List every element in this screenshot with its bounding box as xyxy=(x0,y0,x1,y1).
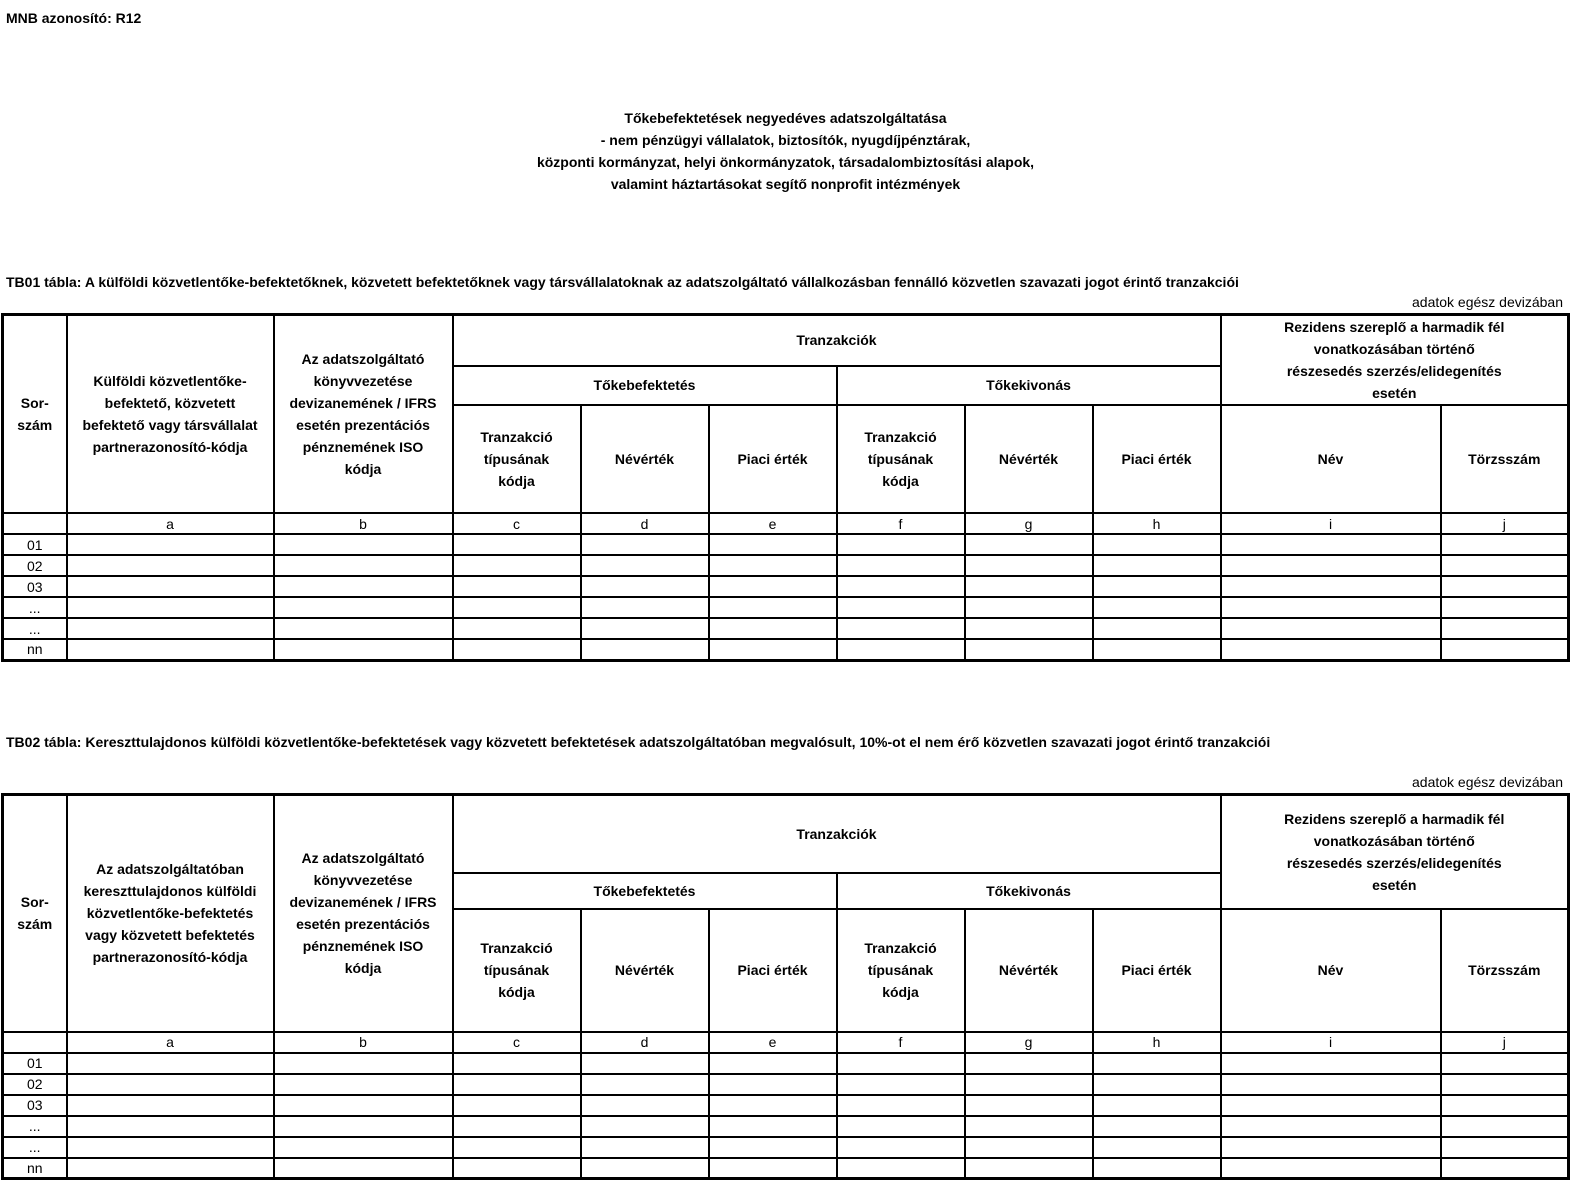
data-cell-j[interactable] xyxy=(1441,555,1569,576)
table-row xyxy=(3,576,1569,597)
header-tranzakcio-tipus: Tranzakció típusának kódja xyxy=(453,909,581,1032)
column-letter-c: c xyxy=(453,1032,581,1053)
data-cell-e[interactable] xyxy=(709,618,837,639)
column-letter-i: i xyxy=(1221,1032,1441,1053)
data-cell-h[interactable] xyxy=(1093,1074,1221,1095)
column-letter-a: a xyxy=(67,513,274,534)
data-cell-d[interactable] xyxy=(581,639,709,660)
data-cell-f[interactable] xyxy=(837,1116,965,1137)
row-number: nn xyxy=(3,1158,67,1179)
mnb-identifier: MNB azonosító: R12 xyxy=(6,10,142,26)
column-letter-cell xyxy=(3,513,67,534)
data-cell-i[interactable] xyxy=(1221,555,1441,576)
column-letter-a: a xyxy=(67,1032,274,1053)
data-cell-b[interactable] xyxy=(274,1137,453,1158)
data-cell-c[interactable] xyxy=(453,555,581,576)
tb02-title: TB02 tábla: Kereszttulajdonos külföldi közvetlentőke-befektetések vagy közvetett befektetések adatszolgáltatóban megvalósult, 10%-ot el nem érő közvetlen szavazati jogot érintő tranzakciói xyxy=(6,734,1271,750)
data-cell-e[interactable] xyxy=(709,576,837,597)
title-line-3: központi kormányzat, helyi önkormányzatok, társadalombiztosítási alapok, xyxy=(536,154,1035,170)
header-torzsszam: Törzsszám xyxy=(1441,909,1569,1032)
data-cell-c[interactable] xyxy=(453,618,581,639)
column-letter-cell xyxy=(3,1032,67,1053)
column-letter-b: b xyxy=(274,1032,453,1053)
data-cell-i[interactable] xyxy=(1221,618,1441,639)
data-cell-g[interactable] xyxy=(965,1116,1093,1137)
column-letter-i: i xyxy=(1221,513,1441,534)
data-cell-c[interactable] xyxy=(453,639,581,660)
table-row xyxy=(3,618,1569,639)
header-tokebefektetes: Tőkebefektetés xyxy=(453,873,837,909)
table-row xyxy=(3,1158,1569,1179)
header-piaci-ertek: Piaci érték xyxy=(1093,909,1221,1032)
column-letter-g: g xyxy=(965,1032,1093,1053)
data-cell-h[interactable] xyxy=(1093,555,1221,576)
data-cell-b[interactable] xyxy=(274,597,453,618)
data-cell-f[interactable] xyxy=(837,639,965,660)
data-cell-d[interactable] xyxy=(581,597,709,618)
column-letter-e: e xyxy=(709,1032,837,1053)
data-cell-b[interactable] xyxy=(274,555,453,576)
data-cell-g[interactable] xyxy=(965,597,1093,618)
data-cell-i[interactable] xyxy=(1221,1074,1441,1095)
table-row xyxy=(3,639,1569,660)
data-cell-a[interactable] xyxy=(67,639,274,660)
header-tokekivonas: Tőkekivonás xyxy=(837,873,1221,909)
row-number: ... xyxy=(3,1137,67,1158)
title-line-2: - nem pénzügyi vállalatok, biztosítók, nyugdíjpénztárak, xyxy=(600,132,971,148)
data-cell-a[interactable] xyxy=(67,1053,274,1074)
data-cell-f[interactable] xyxy=(837,576,965,597)
data-cell-j[interactable] xyxy=(1441,576,1569,597)
data-cell-h[interactable] xyxy=(1093,597,1221,618)
title-line-4: valamint háztartásokat segítő nonprofit intézmények xyxy=(610,176,961,192)
row-number: nn xyxy=(3,639,67,660)
table-row xyxy=(3,1095,1569,1116)
data-cell-e[interactable] xyxy=(709,1158,837,1179)
row-number: ... xyxy=(3,597,67,618)
table-row xyxy=(3,1074,1569,1095)
header-sorszam: Sor-szám xyxy=(3,795,67,1032)
data-cell-a[interactable] xyxy=(67,555,274,576)
data-cell-h[interactable] xyxy=(1093,639,1221,660)
data-cell-b[interactable] xyxy=(274,1095,453,1116)
data-cell-i[interactable] xyxy=(1221,1116,1441,1137)
data-cell-j[interactable] xyxy=(1441,1137,1569,1158)
data-cell-d[interactable] xyxy=(581,1137,709,1158)
header-piaci-ertek: Piaci érték xyxy=(709,909,837,1032)
data-cell-h[interactable] xyxy=(1093,1158,1221,1179)
tb02-table xyxy=(1,793,1570,1180)
data-cell-e[interactable] xyxy=(709,639,837,660)
row-number: ... xyxy=(3,618,67,639)
data-cell-h[interactable] xyxy=(1093,618,1221,639)
data-cell-d[interactable] xyxy=(581,576,709,597)
data-cell-g[interactable] xyxy=(965,618,1093,639)
data-cell-c[interactable] xyxy=(453,597,581,618)
data-cell-f[interactable] xyxy=(837,597,965,618)
data-cell-c[interactable] xyxy=(453,534,581,555)
data-cell-g[interactable] xyxy=(965,639,1093,660)
data-cell-d[interactable] xyxy=(581,1158,709,1179)
header-sorszam: Sor-szám xyxy=(3,315,67,514)
row-number: 01 xyxy=(3,534,67,555)
table-row xyxy=(3,1053,1569,1074)
header-tokebefektetes: Tőkebefektetés xyxy=(453,366,837,405)
header-iso-code: Az adatszolgáltató könyvvezetése devizanemének / IFRS esetén prezentációs pénznemének ISO kódja xyxy=(274,315,453,514)
data-cell-i[interactable] xyxy=(1221,597,1441,618)
header-rezidens: Rezidens szereplő a harmadik fél vonatkozásában történő részesedés szerzés/elidegenítés esetén xyxy=(1221,315,1569,406)
table-row xyxy=(3,1116,1569,1137)
data-cell-b[interactable] xyxy=(274,1053,453,1074)
data-cell-b[interactable] xyxy=(274,576,453,597)
data-cell-f[interactable] xyxy=(837,1095,965,1116)
data-cell-d[interactable] xyxy=(581,1095,709,1116)
data-cell-e[interactable] xyxy=(709,555,837,576)
data-cell-i[interactable] xyxy=(1221,1137,1441,1158)
data-cell-h[interactable] xyxy=(1093,1053,1221,1074)
data-cell-a[interactable] xyxy=(67,1158,274,1179)
header-piaci-ertek: Piaci érték xyxy=(709,405,837,513)
data-cell-h[interactable] xyxy=(1093,1137,1221,1158)
data-cell-j[interactable] xyxy=(1441,1158,1569,1179)
data-cell-j[interactable] xyxy=(1441,618,1569,639)
header-nev: Név xyxy=(1221,909,1441,1032)
data-cell-f[interactable] xyxy=(837,618,965,639)
data-cell-a[interactable] xyxy=(67,1116,274,1137)
data-cell-b[interactable] xyxy=(274,1158,453,1179)
data-cell-f[interactable] xyxy=(837,555,965,576)
data-cell-i[interactable] xyxy=(1221,1053,1441,1074)
column-letter-j: j xyxy=(1441,513,1569,534)
data-cell-j[interactable] xyxy=(1441,1074,1569,1095)
tb02-unit: adatok egész devizában xyxy=(1412,774,1563,790)
data-cell-g[interactable] xyxy=(965,576,1093,597)
header-nevertek: Névérték xyxy=(581,909,709,1032)
data-cell-j[interactable] xyxy=(1441,1116,1569,1137)
row-number: 03 xyxy=(3,1095,67,1116)
data-cell-g[interactable] xyxy=(965,1074,1093,1095)
data-cell-b[interactable] xyxy=(274,639,453,660)
data-cell-j[interactable] xyxy=(1441,639,1569,660)
data-cell-h[interactable] xyxy=(1093,534,1221,555)
column-letter-g: g xyxy=(965,513,1093,534)
data-cell-f[interactable] xyxy=(837,1053,965,1074)
row-number: 01 xyxy=(3,1053,67,1074)
data-cell-h[interactable] xyxy=(1093,1116,1221,1137)
data-cell-d[interactable] xyxy=(581,534,709,555)
data-cell-g[interactable] xyxy=(965,1095,1093,1116)
data-cell-e[interactable] xyxy=(709,1116,837,1137)
data-cell-c[interactable] xyxy=(453,1116,581,1137)
data-cell-j[interactable] xyxy=(1441,597,1569,618)
column-letter-h: h xyxy=(1093,513,1221,534)
data-cell-h[interactable] xyxy=(1093,576,1221,597)
data-cell-c[interactable] xyxy=(453,1053,581,1074)
data-cell-a[interactable] xyxy=(67,576,274,597)
header-rezidens: Rezidens szereplő a harmadik fél vonatkozásában történő részesedés szerzés/elidegenítés esetén xyxy=(1221,795,1569,909)
data-cell-i[interactable] xyxy=(1221,639,1441,660)
header-tranzakcio-tipus: Tranzakció típusának kódja xyxy=(837,909,965,1032)
row-number: 02 xyxy=(3,1074,67,1095)
data-cell-g[interactable] xyxy=(965,1053,1093,1074)
data-cell-d[interactable] xyxy=(581,555,709,576)
data-cell-j[interactable] xyxy=(1441,1095,1569,1116)
data-cell-i[interactable] xyxy=(1221,1095,1441,1116)
data-cell-h[interactable] xyxy=(1093,1095,1221,1116)
data-cell-a[interactable] xyxy=(67,618,274,639)
data-cell-j[interactable] xyxy=(1441,1053,1569,1074)
data-cell-g[interactable] xyxy=(965,1158,1093,1179)
data-cell-b[interactable] xyxy=(274,1116,453,1137)
data-cell-a[interactable] xyxy=(67,597,274,618)
data-cell-a[interactable] xyxy=(67,1095,274,1116)
data-cell-f[interactable] xyxy=(837,1137,965,1158)
table-row xyxy=(3,597,1569,618)
data-cell-d[interactable] xyxy=(581,618,709,639)
data-cell-a[interactable] xyxy=(67,534,274,555)
header-tranzakcio-tipus: Tranzakció típusának kódja xyxy=(837,405,965,513)
header-partner-code: Külföldi közvetlentőke-befektető, közvetett befektető vagy társvállalat partnerazonosító-kódja xyxy=(67,315,274,514)
row-number: 03 xyxy=(3,576,67,597)
data-cell-d[interactable] xyxy=(581,1116,709,1137)
data-cell-c[interactable] xyxy=(453,576,581,597)
data-cell-c[interactable] xyxy=(453,1137,581,1158)
column-letter-c: c xyxy=(453,513,581,534)
data-cell-f[interactable] xyxy=(837,1158,965,1179)
tb01-table xyxy=(1,313,1570,662)
table-row xyxy=(3,534,1569,555)
column-letter-f: f xyxy=(837,513,965,534)
tb01-title: TB01 tábla: A külföldi közvetlentőke-befektetőknek, közvetett befektetőknek vagy társvállalatoknak az adatszolgáltató vállalkozásban fennálló közvetlen szavazati jogot érintő tranzakciói xyxy=(6,274,1239,290)
tb01-unit: adatok egész devizában xyxy=(1412,294,1563,310)
header-nevertek: Névérték xyxy=(965,909,1093,1032)
data-cell-e[interactable] xyxy=(709,1074,837,1095)
header-piaci-ertek: Piaci érték xyxy=(1093,405,1221,513)
column-letter-e: e xyxy=(709,513,837,534)
data-cell-g[interactable] xyxy=(965,555,1093,576)
data-cell-i[interactable] xyxy=(1221,1158,1441,1179)
data-cell-f[interactable] xyxy=(837,1074,965,1095)
header-nevertek: Névérték xyxy=(965,405,1093,513)
data-cell-i[interactable] xyxy=(1221,534,1441,555)
data-cell-c[interactable] xyxy=(453,1158,581,1179)
column-letter-d: d xyxy=(581,513,709,534)
header-torzsszam: Törzsszám xyxy=(1441,405,1569,513)
column-letter-d: d xyxy=(581,1032,709,1053)
data-cell-c[interactable] xyxy=(453,1074,581,1095)
data-cell-c[interactable] xyxy=(453,1095,581,1116)
header-partner-code: Az adatszolgáltatóban kereszttulajdonos külföldi közvetlentőke-befektetés vagy közvetett befektetés partnerazonosító-kódja xyxy=(67,795,274,1032)
data-cell-f[interactable] xyxy=(837,534,965,555)
data-cell-b[interactable] xyxy=(274,618,453,639)
data-cell-e[interactable] xyxy=(709,597,837,618)
column-letter-f: f xyxy=(837,1032,965,1053)
data-cell-b[interactable] xyxy=(274,534,453,555)
data-cell-e[interactable] xyxy=(709,1137,837,1158)
header-nevertek: Névérték xyxy=(581,405,709,513)
data-cell-g[interactable] xyxy=(965,534,1093,555)
data-cell-e[interactable] xyxy=(709,1095,837,1116)
header-tokekivonas: Tőkekivonás xyxy=(837,366,1221,405)
column-letter-j: j xyxy=(1441,1032,1569,1053)
table-row xyxy=(3,1137,1569,1158)
column-letter-b: b xyxy=(274,513,453,534)
header-nev: Név xyxy=(1221,405,1441,513)
title-line-1: Tőkebefektetések negyedéves adatszolgáltatása xyxy=(624,110,947,126)
column-letter-h: h xyxy=(1093,1032,1221,1053)
data-cell-i[interactable] xyxy=(1221,576,1441,597)
data-cell-a[interactable] xyxy=(67,1137,274,1158)
data-cell-e[interactable] xyxy=(709,1053,837,1074)
data-cell-a[interactable] xyxy=(67,1074,274,1095)
data-cell-g[interactable] xyxy=(965,1137,1093,1158)
page-title xyxy=(0,107,1571,195)
data-cell-e[interactable] xyxy=(709,534,837,555)
row-number: ... xyxy=(3,1116,67,1137)
header-iso-code: Az adatszolgáltató könyvvezetése devizanemének / IFRS esetén prezentációs pénznemének ISO kódja xyxy=(274,795,453,1032)
header-tranzakciok: Tranzakciók xyxy=(453,795,1221,873)
data-cell-b[interactable] xyxy=(274,1074,453,1095)
header-tranzakcio-tipus: Tranzakció típusának kódja xyxy=(453,405,581,513)
data-cell-d[interactable] xyxy=(581,1053,709,1074)
data-cell-j[interactable] xyxy=(1441,534,1569,555)
header-tranzakciok: Tranzakciók xyxy=(453,315,1221,366)
table-row xyxy=(3,555,1569,576)
row-number: 02 xyxy=(3,555,67,576)
data-cell-d[interactable] xyxy=(581,1074,709,1095)
